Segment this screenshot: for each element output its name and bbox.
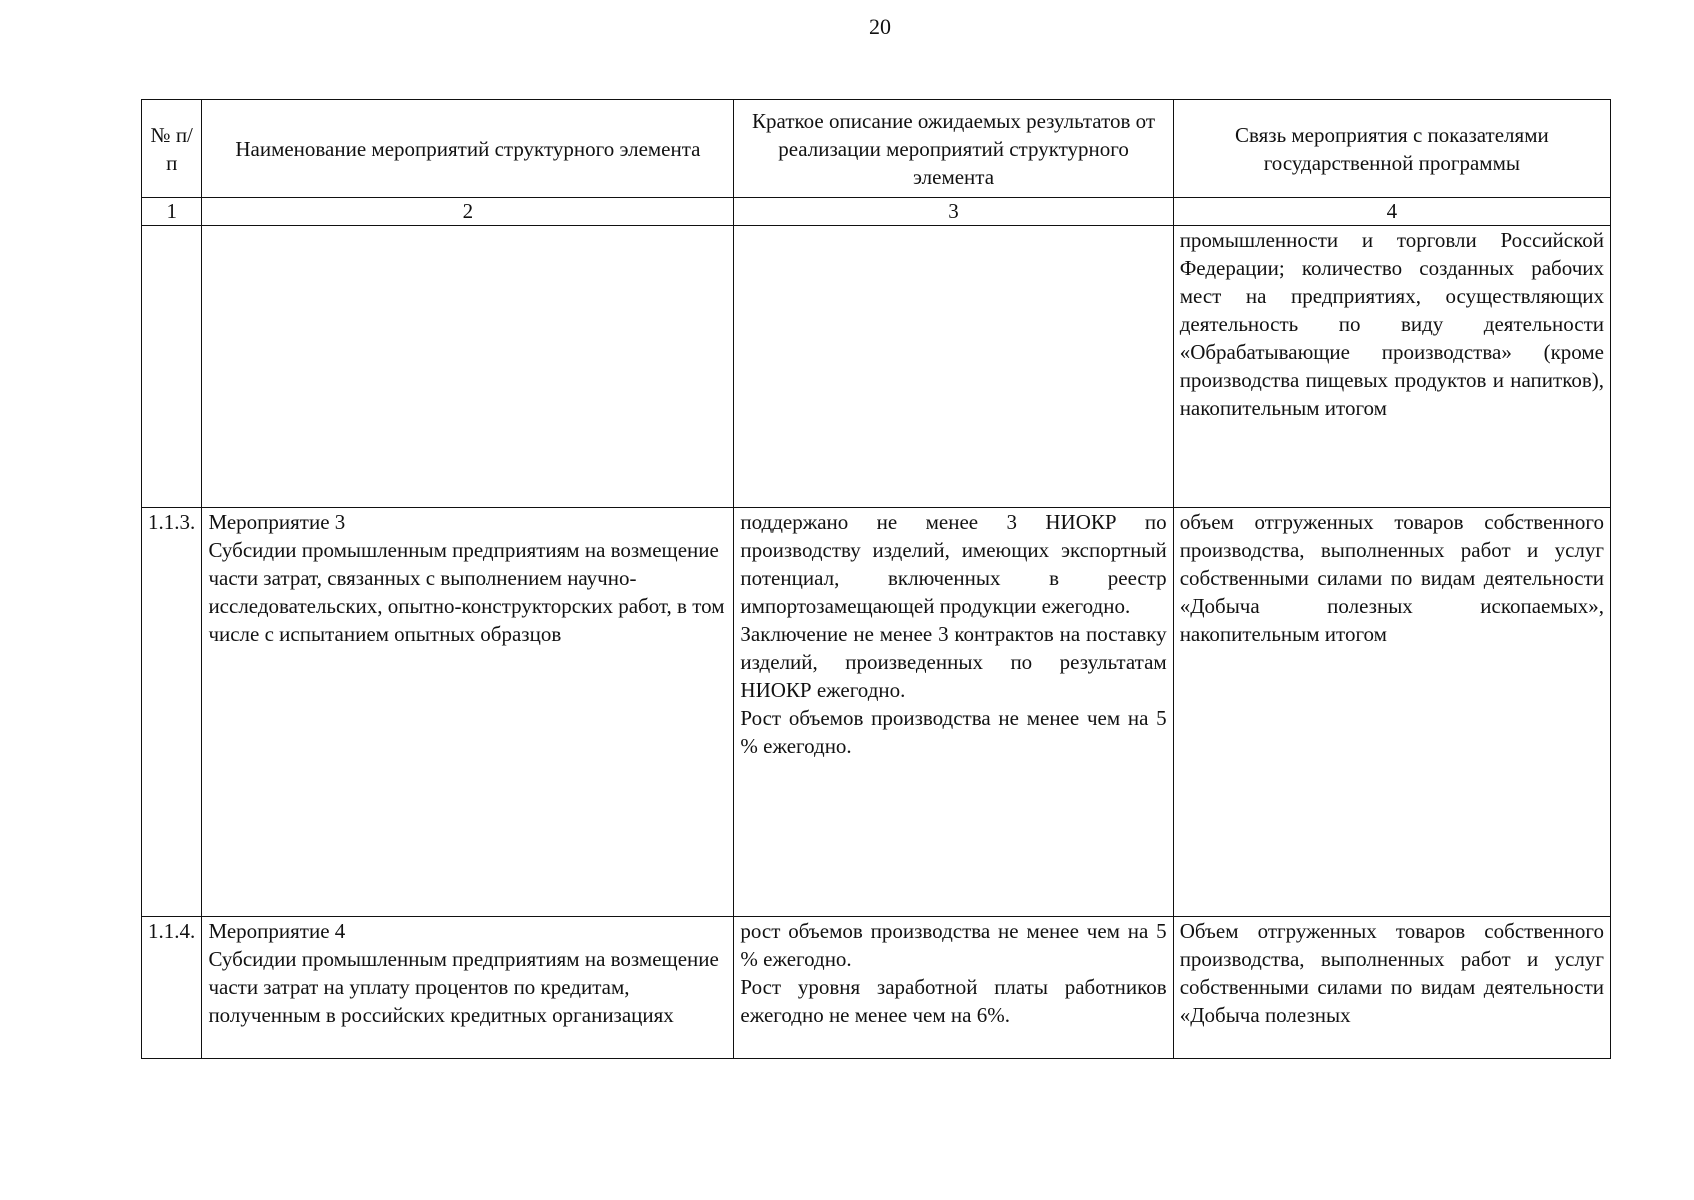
expected-results-cell [734, 508, 1173, 917]
table-header-row [142, 100, 1611, 198]
expected-results-cell [734, 917, 1173, 1059]
header-number: № п/п [142, 100, 202, 198]
row-number: 1.1.3. [142, 508, 202, 917]
expected-results-cell [734, 226, 1173, 508]
column-number: 1 [142, 198, 202, 226]
table-row [142, 917, 1611, 1059]
measure-name-cell [202, 917, 734, 1059]
row-number: 1.1.4. [142, 917, 202, 1059]
column-number-row [142, 198, 1611, 226]
header-program-link: Связь мероприятия с показателями государственной программы [1173, 100, 1610, 198]
result-item: Рост объемов производства не менее чем на 5 % ежегодно. [740, 706, 1167, 758]
result-item: поддержано не менее 3 НИОКР по производству изделий, имеющих экспортный потенциал, включенных в реестр импортозамещающей продукции ежегодно. [740, 510, 1167, 618]
measures-table [141, 99, 1611, 1059]
program-link-cell: промышленности и торговли Российской Федерации; количество созданных рабочих мест на предприятиях, осуществляющих деятельность по виду деятельности «Обрабатывающие производства» (кроме производства пищевых продуктов и напитков), накопительным итогом [1173, 226, 1610, 508]
header-expected-results: Краткое описание ожидаемых результатов от реализации мероприятий структурного элемента [734, 100, 1173, 198]
result-item: Заключение не менее 3 контрактов на поставку изделий, произведенных по результатам НИОКР ежегодно. [740, 622, 1167, 702]
column-number: 4 [1173, 198, 1610, 226]
measure-description: Субсидии промышленным предприятиям на возмещение части затрат, связанных с выполнением научно-исследовательских, опытно-конструкторских работ, в том числе с испытанием опытных образцов [208, 538, 725, 646]
result-item: рост объемов производства не менее чем на 5 % ежегодно. [740, 919, 1167, 971]
table-row [142, 508, 1611, 917]
row-number [142, 226, 202, 508]
measure-name-cell [202, 508, 734, 917]
measure-title: Мероприятие 3 [208, 510, 346, 534]
table-row [142, 226, 1611, 508]
result-item: Рост уровня заработной платы работников ежегодно не менее чем на 6%. [740, 975, 1167, 1027]
measure-title: Мероприятие 4 [208, 919, 346, 943]
page-number: 20 [869, 14, 891, 39]
measure-name-cell [202, 226, 734, 508]
program-link-cell: Объем отгруженных товаров собственного производства, выполненных работ и услуг собственными силами по видам деятельности «Добыча полезных [1173, 917, 1610, 1059]
header-measure-name: Наименование мероприятий структурного элемента [202, 100, 734, 198]
column-number: 3 [734, 198, 1173, 226]
measure-description: Субсидии промышленным предприятиям на возмещение части затрат на уплату процентов по кредитам, полученным в российских кредитных организациях [208, 947, 719, 1027]
column-number: 2 [202, 198, 734, 226]
program-link-cell: объем отгруженных товаров собственного производства, выполненных работ и услуг собственными силами по видам деятельности «Добыча полезных ископаемых», накопительным итогом [1173, 508, 1610, 917]
